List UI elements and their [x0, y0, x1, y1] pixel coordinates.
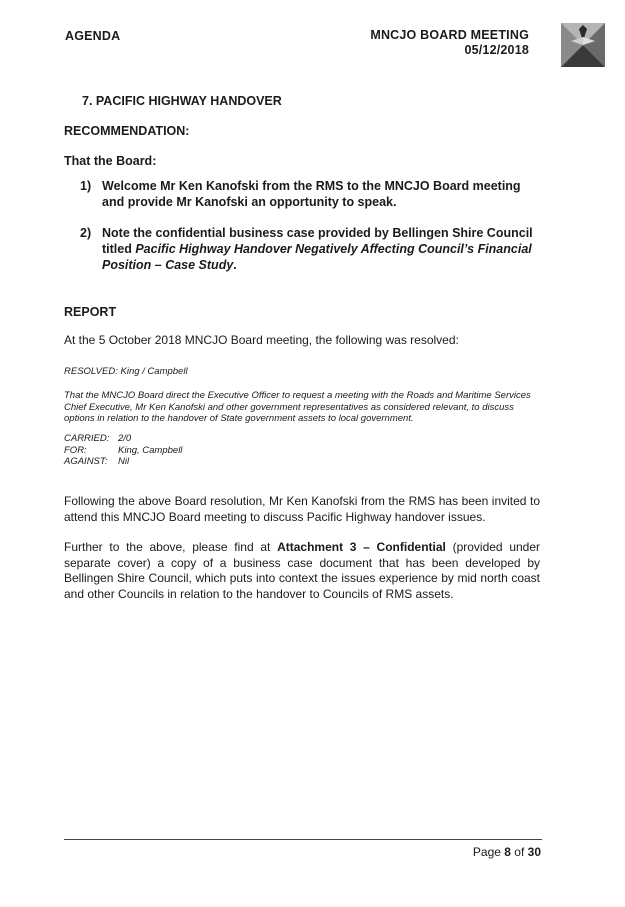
recommendation-item-text-lead: Note the confidential business case provided by Bellingen Shire Council titled: [102, 226, 533, 256]
header-agenda-label: AGENDA: [65, 29, 121, 43]
business-case-title: Pacific Highway Handover Negatively Affecting Council’s Financial Position – Case Study: [102, 242, 532, 272]
recommendation-lead: That the Board:: [64, 154, 157, 168]
footer-divider: [64, 839, 542, 840]
recommendation-item-number: 1): [80, 179, 92, 193]
vote-row-carried: [64, 433, 182, 445]
recommendation-item: [80, 178, 544, 210]
page-prefix: Page: [472, 845, 505, 859]
recommendation-item: [80, 225, 544, 273]
attachment-reference: Attachment 3 – Confidential: [277, 540, 446, 554]
recommendation-heading: RECOMMENDATION:: [64, 124, 190, 138]
vote-table: [64, 433, 182, 468]
page-of: of: [510, 845, 528, 859]
report-paragraph-1: Following the above Board resolution, Mr Ken Kanofski from the RMS has been invited to attend this MNCJO Board meeting to discuss Pacific Highway handover issues.: [64, 494, 540, 524]
item-heading: 7. PACIFIC HIGHWAY HANDOVER: [82, 94, 282, 108]
vote-row-for: [64, 445, 182, 457]
page-number: [473, 845, 541, 859]
vote-label: AGAINST:: [64, 456, 108, 467]
recommendation-item-text-tail: .: [233, 258, 237, 272]
header-meeting-date: 05/12/2018: [464, 43, 529, 57]
recommendation-list: [80, 178, 544, 288]
vote-value: 2/0: [118, 433, 132, 444]
report-intro: At the 5 October 2018 MNCJO Board meeting, the following was resolved:: [64, 333, 459, 347]
resolution-text: That the MNCJO Board direct the Executive Officer to request a meeting with the Roads and Maritime Services Chief Executive, Mr Ken Kanofski and other government representatives as considered relevant, to discuss options in relation to the handover of State government assets to local government.: [64, 390, 531, 424]
report-paragraph-2: [64, 540, 540, 602]
recommendation-item-text: Welcome Mr Ken Kanofski from the RMS to the MNCJO Board meeting and provide Mr Kanofski an opportunity to speak.: [102, 179, 521, 209]
resolved-movers: RESOLVED: King / Campbell: [64, 366, 188, 377]
paragraph-2-lead: Further to the above, please find at: [64, 540, 278, 554]
mncjo-logo-icon: [561, 23, 605, 67]
recommendation-item-number: 2): [80, 226, 92, 240]
page-total: 30: [527, 845, 541, 859]
header-meeting-title: MNCJO BOARD MEETING: [370, 28, 529, 42]
vote-value: Nil: [118, 456, 130, 467]
vote-row-against: [64, 456, 182, 468]
vote-value: King, Campbell: [118, 444, 183, 456]
recommendation-item-text: [102, 225, 544, 273]
page-current: 8: [504, 845, 511, 859]
header-meeting-block: [370, 28, 529, 58]
vote-label: FOR:: [64, 444, 87, 456]
vote-label: CARRIED:: [64, 433, 110, 444]
report-heading: REPORT: [64, 305, 117, 319]
paragraph-2-tail: (provided under separate cover) a copy of a business case document that has been developed by Bellingen Shire Council, which puts into context the issues experience by mid north coast and other Councils in relation to the handover to Councils of RMS assets.: [64, 540, 541, 601]
